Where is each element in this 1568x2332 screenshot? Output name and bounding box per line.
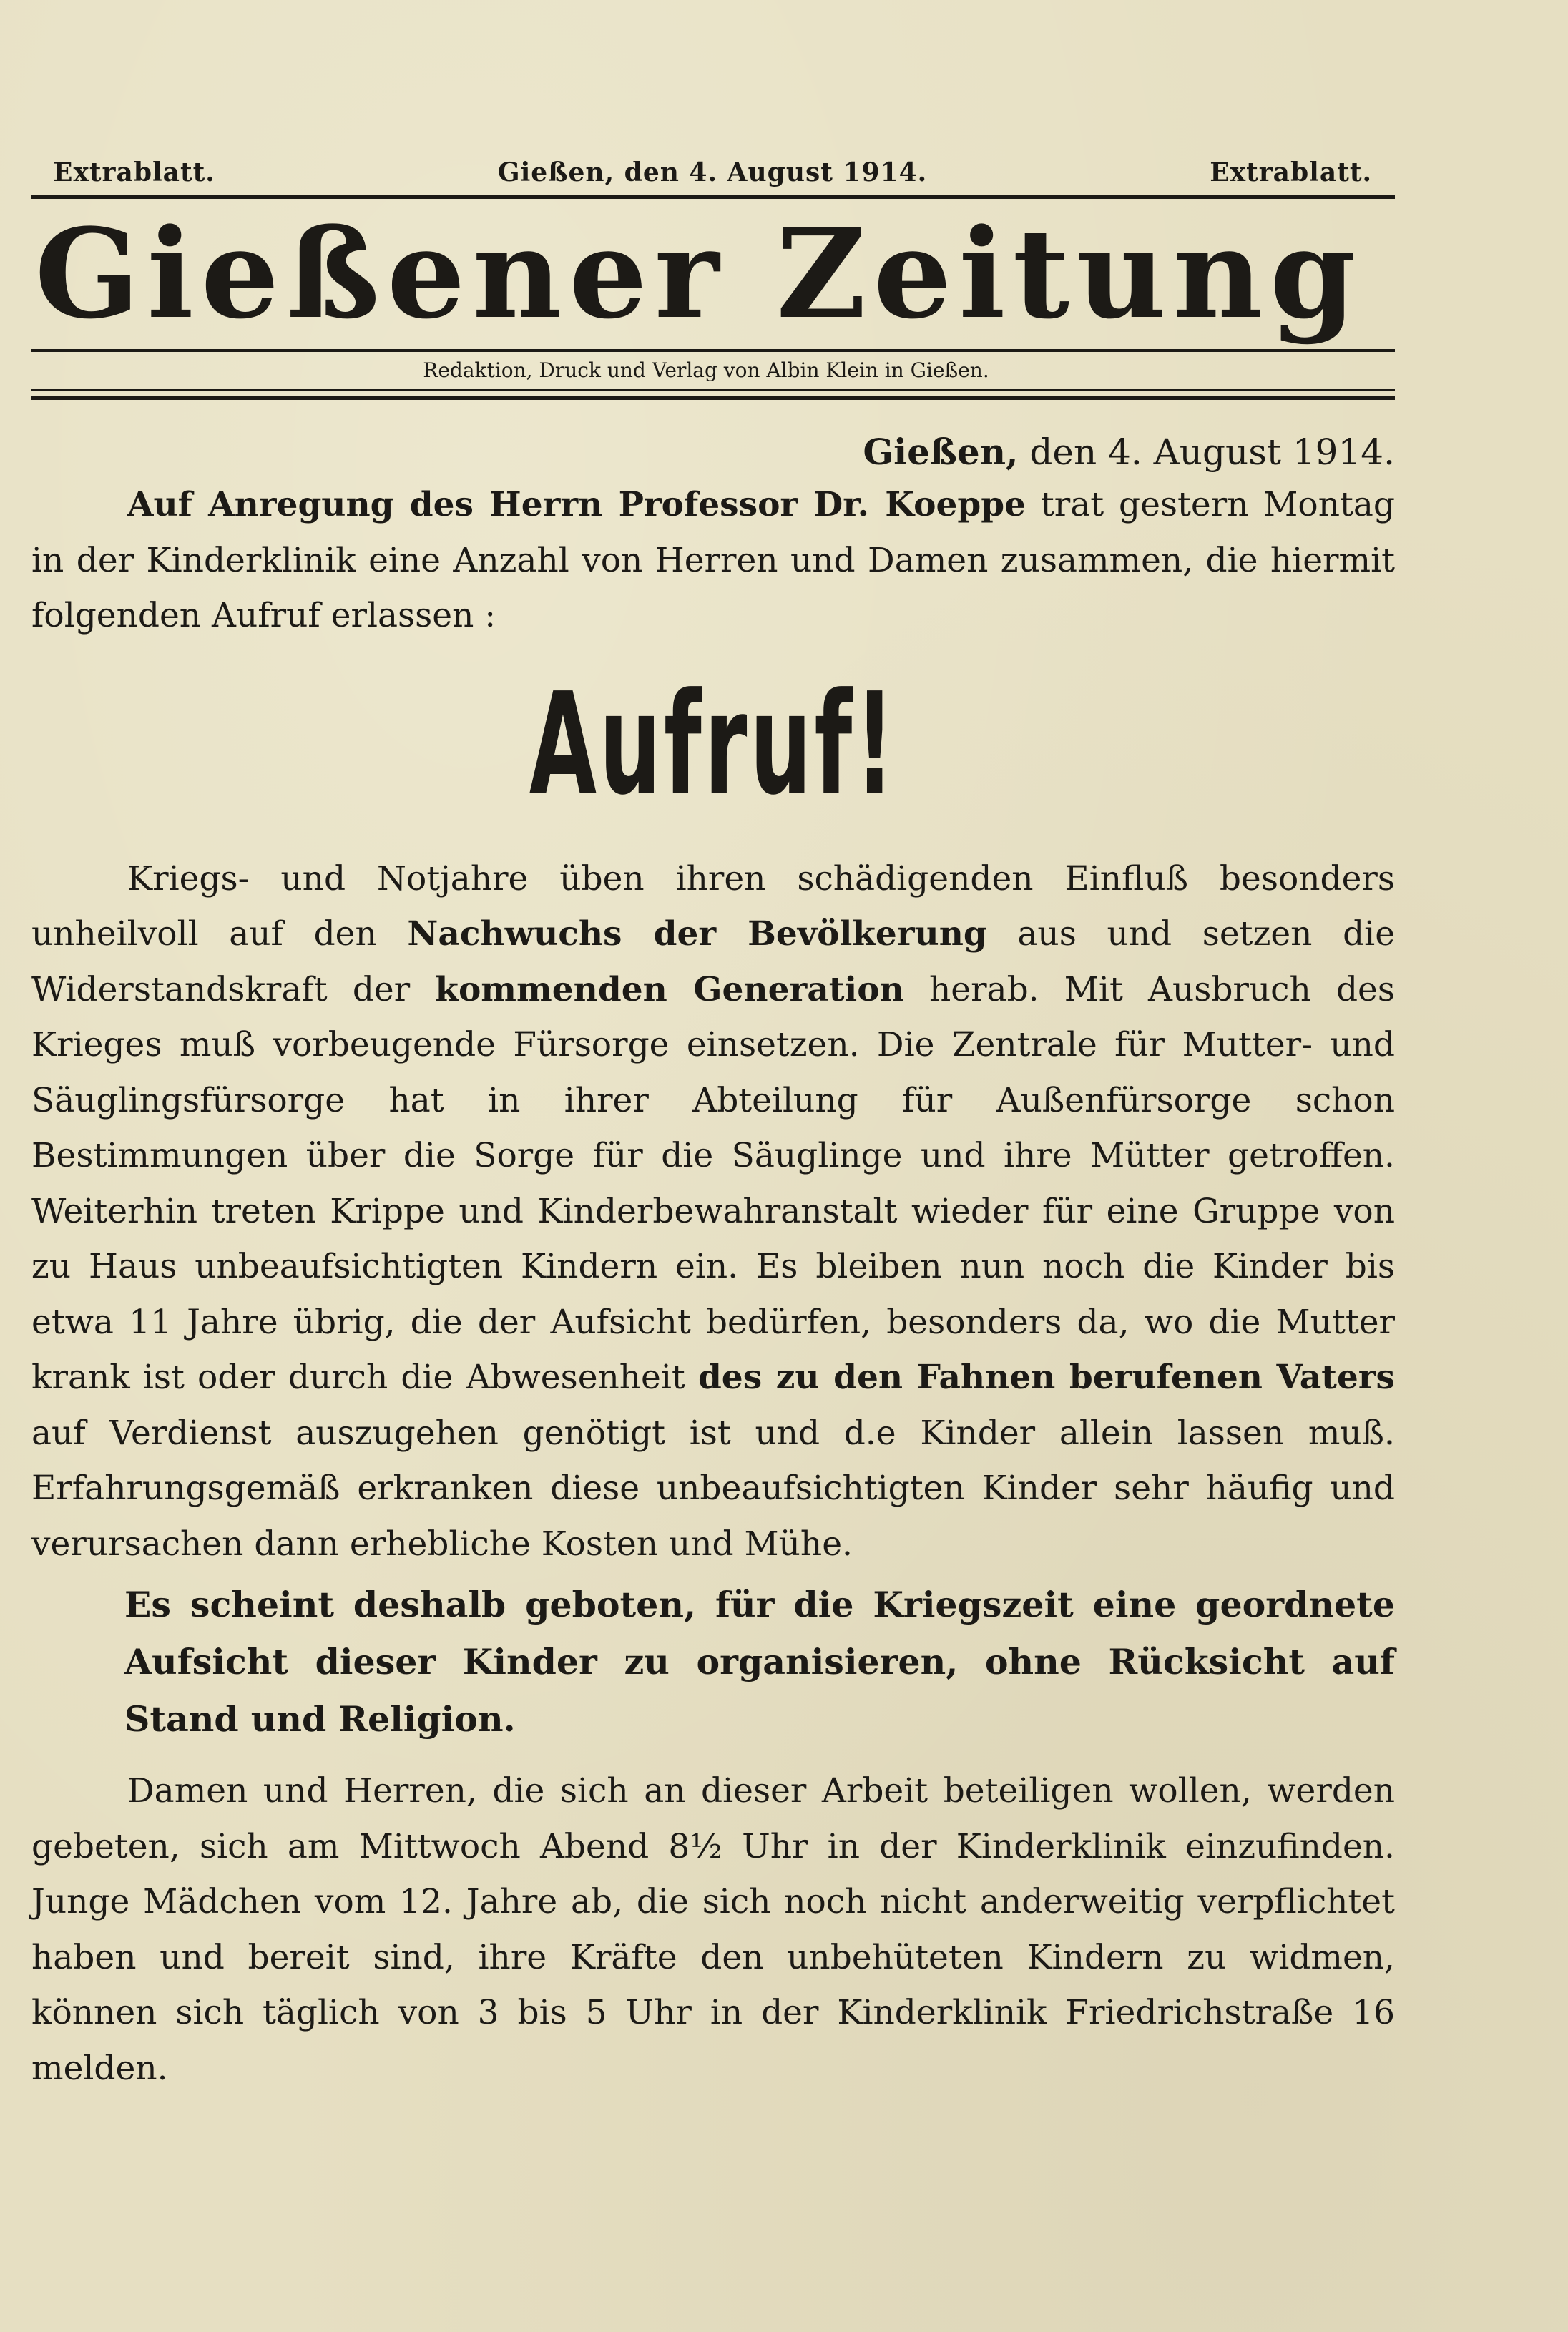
dateline-place: Gießen,	[863, 431, 1019, 473]
imprint-rule-thick	[31, 396, 1395, 400]
header-line	[31, 150, 1395, 195]
body-paragraph	[31, 851, 1395, 1572]
body-bold-1: Nachwuchs der Bevölkerung	[407, 914, 987, 954]
body-text-4: auf Verdienst auszugehen genötigt ist und d.e Kinder allein lassen muß. Erfahrungsgemäß erkranken diese unbeaufsichtigten Kinder sehr häufig und verursachen dann erhebliche Kosten und Mühe.	[31, 1413, 1395, 1564]
intro-rest: trat gestern Montag in der Kinderklinik eine Anzahl von Herren und Damen zusammen, die hiermit folgenden Aufruf erlassen :	[31, 485, 1395, 635]
intro-paragraph	[31, 477, 1395, 644]
header-date: Gießen, den 4. August 1914.	[497, 157, 928, 187]
masthead-title: Gießener Zeitung	[34, 201, 1363, 346]
headline-aufruf: Aufruf!	[529, 662, 898, 826]
header-right-label: Extrablatt.	[1210, 157, 1372, 187]
body-bold-2: kommenden Generation	[435, 969, 904, 1009]
header-left-label: Extrablatt.	[53, 157, 215, 187]
dateline-date: den 4. August 1914.	[1029, 431, 1395, 473]
emphasis-paragraph: Es scheint deshalb geboten, für die Kriegszeit eine geordnete Aufsicht dieser Kinder zu organisieren, ohne Rücksicht auf Stand und Religion.	[124, 1584, 1395, 1740]
body-text-2: aus und setzen die Widerstandskraft der	[31, 914, 1396, 1009]
imprint-line: Redaktion, Druck und Verlag von Albin Klein in Gießen.	[423, 358, 989, 382]
dateline	[31, 427, 1395, 477]
intro-lead: Auf Anregung des Herrn Professor Dr. Koeppe	[127, 485, 1026, 524]
extra-edition-sheet	[31, 150, 1395, 2096]
body-text-3: herab. Mit Ausbruch des Krieges muß vorbeugende Fürsorge einsetzen. Die Zentrale für Mutter- und Säuglingsfürsorge hat in ihrer Abteilung für Außenfürsorge schon Bestimmungen über die Sorge für die Säuglinge und ihre Mütter getroffen. Weiterhin treten Krippe und Kinderbewahranstalt wieder für eine Gruppe von zu Haus unbeaufsichtigten Kindern ein. Es bleiben nun noch die Kinder bis etwa 11 Jahre übrig, die der Aufsicht bedürfen, besonders da, wo die Mutter krank ist oder durch die Abwesenheit	[31, 969, 1395, 1397]
body-bold-3: des zu den Fahnen berufenen Vaters	[697, 1358, 1395, 1397]
body-text-1: Kriegs- und Notjahre üben ihren schädigenden Einfluß besonders unheilvoll auf den	[31, 858, 1395, 954]
closing-paragraph: Damen und Herren, die sich an dieser Arbeit beteiligen wollen, werden gebeten, sich am Mittwoch Abend 8½ Uhr in der Kinderklinik einzufinden. Junge Mädchen vom 12. Jahre ab, die sich noch nicht anderweitig verpflichtet haben und bereit sind, ihre Kräfte den unbehüteten Kindern zu widmen, können sich täglich von 3 bis 5 Uhr in der Kinderklinik Friedrichstraße 16 melden.	[31, 1771, 1395, 2088]
